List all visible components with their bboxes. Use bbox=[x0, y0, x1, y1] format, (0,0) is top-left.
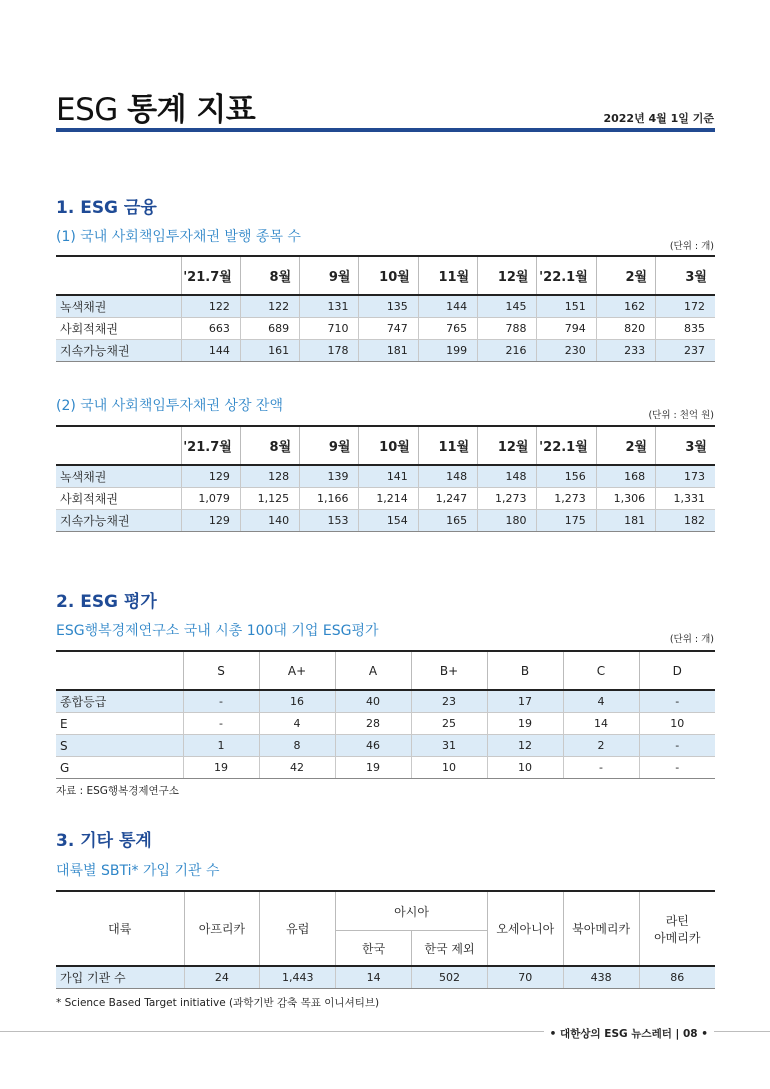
table-cell: - bbox=[639, 690, 715, 713]
row-label: 녹색채권 bbox=[56, 295, 181, 318]
table-cell: 168 bbox=[596, 465, 655, 488]
table-cell: 216 bbox=[478, 340, 537, 362]
row-label: G bbox=[56, 757, 183, 779]
section-title-esg-finance: 1. ESG 금융 bbox=[56, 198, 157, 218]
table-cell: 17 bbox=[487, 690, 563, 713]
table-cell: 1,273 bbox=[478, 488, 537, 510]
table-row bbox=[56, 735, 715, 757]
table-row bbox=[56, 757, 715, 779]
table-cell: 820 bbox=[596, 318, 655, 340]
table-row bbox=[56, 295, 715, 318]
table-cell: 161 bbox=[240, 340, 299, 362]
row-label: 사회적채권 bbox=[56, 488, 181, 510]
table-cell: - bbox=[183, 690, 259, 713]
header-cell: 유럽 bbox=[260, 891, 336, 966]
table-cell: 25 bbox=[411, 713, 487, 735]
row-label: 녹색채권 bbox=[56, 465, 181, 488]
table-cell: 175 bbox=[537, 510, 596, 532]
table-cell: 1,125 bbox=[240, 488, 299, 510]
unit-label: (단위 : 개) bbox=[669, 634, 714, 645]
table-cell: 148 bbox=[478, 465, 537, 488]
header-cell: 10월 bbox=[359, 256, 418, 295]
table-cell: 1,079 bbox=[181, 488, 240, 510]
header-cell: 3월 bbox=[656, 256, 715, 295]
table-cell: 122 bbox=[181, 295, 240, 318]
table-cell: 12 bbox=[487, 735, 563, 757]
header-cell bbox=[56, 651, 183, 690]
table-row bbox=[56, 340, 715, 362]
table-cell: 230 bbox=[537, 340, 596, 362]
table-cell: 689 bbox=[240, 318, 299, 340]
page-footer bbox=[544, 1026, 714, 1041]
table-cell: 42 bbox=[259, 757, 335, 779]
table-cell: 153 bbox=[300, 510, 359, 532]
table-cell: 16 bbox=[259, 690, 335, 713]
table-header-row bbox=[56, 256, 715, 295]
table-cell: 156 bbox=[537, 465, 596, 488]
row-label: 종합등급 bbox=[56, 690, 183, 713]
table-cell: 145 bbox=[478, 295, 537, 318]
row-label: E bbox=[56, 713, 183, 735]
table-cell: - bbox=[639, 757, 715, 779]
row-label: 사회적채권 bbox=[56, 318, 181, 340]
table-cell: 2 bbox=[563, 735, 639, 757]
table-cell: 19 bbox=[335, 757, 411, 779]
header-cell: 11월 bbox=[418, 426, 477, 465]
table-cell: 154 bbox=[359, 510, 418, 532]
table-row bbox=[56, 690, 715, 713]
table-cell: 1 bbox=[183, 735, 259, 757]
header-cell: 8월 bbox=[240, 256, 299, 295]
header-cell: 9월 bbox=[300, 426, 359, 465]
table-row bbox=[56, 318, 715, 340]
unit-label: (단위 : 천억 원) bbox=[648, 410, 714, 421]
table-cell: 129 bbox=[181, 510, 240, 532]
table-cell: 178 bbox=[300, 340, 359, 362]
table-cell: 172 bbox=[656, 295, 715, 318]
table-cell: 141 bbox=[359, 465, 418, 488]
table-cell: 1,247 bbox=[418, 488, 477, 510]
subtitle-esg-evaluation: ESG행복경제연구소 국내 시총 100대 기업 ESG평가 bbox=[56, 623, 379, 639]
table-cell: 144 bbox=[181, 340, 240, 362]
page-title-main: 통계 지표 bbox=[127, 92, 256, 128]
table-header-row bbox=[56, 426, 715, 465]
table-cell: 131 bbox=[300, 295, 359, 318]
table-cell: 128 bbox=[240, 465, 299, 488]
header-cell: S bbox=[183, 651, 259, 690]
subtitle-listed-balance: (2) 국내 사회책임투자채권 상장 잔액 bbox=[56, 398, 283, 414]
table-cell: 181 bbox=[359, 340, 418, 362]
table-cell: 40 bbox=[335, 690, 411, 713]
table-cell: 765 bbox=[418, 318, 477, 340]
header-cell: 10월 bbox=[359, 426, 418, 465]
table-cell: 1,331 bbox=[656, 488, 715, 510]
table-cell: 148 bbox=[418, 465, 477, 488]
table-cell: 747 bbox=[359, 318, 418, 340]
table-cell: 135 bbox=[359, 295, 418, 318]
table-cell: 129 bbox=[181, 465, 240, 488]
table-cell: 10 bbox=[411, 757, 487, 779]
table-cell: 8 bbox=[259, 735, 335, 757]
header-cell: 2월 bbox=[596, 256, 655, 295]
header-cell: 3월 bbox=[656, 426, 715, 465]
table-cell: 1,443 bbox=[260, 966, 336, 989]
sbti-table bbox=[56, 890, 715, 989]
header-cell: 12월 bbox=[478, 426, 537, 465]
header-cell: 2월 bbox=[596, 426, 655, 465]
header-cell: 9월 bbox=[300, 256, 359, 295]
page-title-prefix: ESG bbox=[56, 92, 118, 128]
header-cell: A bbox=[335, 651, 411, 690]
table-cell: 165 bbox=[418, 510, 477, 532]
header-cell: D bbox=[639, 651, 715, 690]
table-row bbox=[56, 465, 715, 488]
bond-issuance-table bbox=[56, 255, 715, 362]
footnote: * Science Based Target initiative (과학기반 감축 목표 이니셔티브) bbox=[56, 997, 380, 1009]
table-cell: 233 bbox=[596, 340, 655, 362]
table-cell: 162 bbox=[596, 295, 655, 318]
title-rule bbox=[56, 128, 715, 132]
table-cell: 788 bbox=[478, 318, 537, 340]
table-cell: 502 bbox=[412, 966, 488, 989]
table-cell: 19 bbox=[183, 757, 259, 779]
header-cell: 한국 제외 bbox=[412, 931, 488, 967]
table-cell: 28 bbox=[335, 713, 411, 735]
header-cell: 오세아니아 bbox=[487, 891, 563, 966]
table-cell: 199 bbox=[418, 340, 477, 362]
table-header-row bbox=[56, 891, 715, 931]
header-cell: 8월 bbox=[240, 426, 299, 465]
table-cell: 14 bbox=[563, 713, 639, 735]
header-cell: B bbox=[487, 651, 563, 690]
header-cell: 북아메리카 bbox=[563, 891, 639, 966]
reference-date: 2022년 4월 1일 기준 bbox=[603, 112, 714, 125]
table-cell: 23 bbox=[411, 690, 487, 713]
header-cell: 아프리카 bbox=[184, 891, 260, 966]
header-line: 라틴 bbox=[665, 913, 689, 928]
table-cell: 1,166 bbox=[300, 488, 359, 510]
unit-label: (단위 : 개) bbox=[669, 241, 714, 252]
table-cell: 182 bbox=[656, 510, 715, 532]
table-cell: 10 bbox=[639, 713, 715, 735]
header-cell: A+ bbox=[259, 651, 335, 690]
footer-text: 대한상의 ESG 뉴스레터 | 08 bbox=[560, 1028, 698, 1040]
table-cell: 710 bbox=[300, 318, 359, 340]
bullet-icon: • bbox=[701, 1028, 708, 1040]
row-label: 지속가능채권 bbox=[56, 510, 181, 532]
table-cell: 1,214 bbox=[359, 488, 418, 510]
table-cell: 173 bbox=[656, 465, 715, 488]
table-header-row bbox=[56, 651, 715, 690]
table-row bbox=[56, 713, 715, 735]
table-cell: 4 bbox=[259, 713, 335, 735]
table-cell: 181 bbox=[596, 510, 655, 532]
bullet-icon: • bbox=[549, 1028, 557, 1040]
row-label: S bbox=[56, 735, 183, 757]
table-cell: - bbox=[563, 757, 639, 779]
table-cell: 4 bbox=[563, 690, 639, 713]
header-cell: 아시아 bbox=[336, 891, 488, 931]
header-cell bbox=[56, 256, 181, 295]
table-cell: 438 bbox=[563, 966, 639, 989]
table-cell: 86 bbox=[639, 966, 715, 989]
header-cell: C bbox=[563, 651, 639, 690]
header-cell: 12월 bbox=[478, 256, 537, 295]
table-cell: 237 bbox=[656, 340, 715, 362]
table-cell: 144 bbox=[418, 295, 477, 318]
source-note: 자료 : ESG행복경제연구소 bbox=[56, 785, 179, 797]
esg-evaluation-table bbox=[56, 650, 715, 779]
table-cell: 31 bbox=[411, 735, 487, 757]
table-row bbox=[56, 488, 715, 510]
table-cell: - bbox=[183, 713, 259, 735]
table-cell: - bbox=[639, 735, 715, 757]
header-cell: 11월 bbox=[418, 256, 477, 295]
table-cell: 10 bbox=[487, 757, 563, 779]
table-cell: 794 bbox=[537, 318, 596, 340]
subtitle-sbti: 대륙별 SBTi* 가입 기관 수 bbox=[56, 863, 220, 879]
row-label: 가입 기관 수 bbox=[56, 966, 184, 989]
header-line: 아메리카 bbox=[654, 930, 701, 945]
subtitle-bond-issuance: (1) 국내 사회책임투자채권 발행 종목 수 bbox=[56, 229, 301, 245]
header-cell: 대륙 bbox=[56, 891, 184, 966]
header-cell bbox=[56, 426, 181, 465]
section-title-esg-evaluation: 2. ESG 평가 bbox=[56, 592, 157, 612]
table-cell: 24 bbox=[184, 966, 260, 989]
header-cell: '21.7월 bbox=[181, 256, 240, 295]
table-row bbox=[56, 966, 715, 989]
section-title-other-stats: 3. 기타 통계 bbox=[56, 831, 152, 851]
table-cell: 1,273 bbox=[537, 488, 596, 510]
table-cell: 663 bbox=[181, 318, 240, 340]
table-cell: 151 bbox=[537, 295, 596, 318]
table-cell: 139 bbox=[300, 465, 359, 488]
table-cell: 19 bbox=[487, 713, 563, 735]
header-cell-latin-america bbox=[639, 891, 715, 966]
header-cell: '22.1월 bbox=[537, 426, 596, 465]
header-cell: B+ bbox=[411, 651, 487, 690]
table-cell: 70 bbox=[487, 966, 563, 989]
table-cell: 46 bbox=[335, 735, 411, 757]
header-cell: '21.7월 bbox=[181, 426, 240, 465]
table-cell: 835 bbox=[656, 318, 715, 340]
table-cell: 140 bbox=[240, 510, 299, 532]
row-label: 지속가능채권 bbox=[56, 340, 181, 362]
header-cell: 한국 bbox=[336, 931, 412, 967]
header-cell: '22.1월 bbox=[537, 256, 596, 295]
table-cell: 180 bbox=[478, 510, 537, 532]
table-cell: 1,306 bbox=[596, 488, 655, 510]
table-cell: 122 bbox=[240, 295, 299, 318]
table-row bbox=[56, 510, 715, 532]
page-title bbox=[56, 84, 255, 129]
table-cell: 14 bbox=[336, 966, 412, 989]
listed-balance-table bbox=[56, 425, 715, 532]
